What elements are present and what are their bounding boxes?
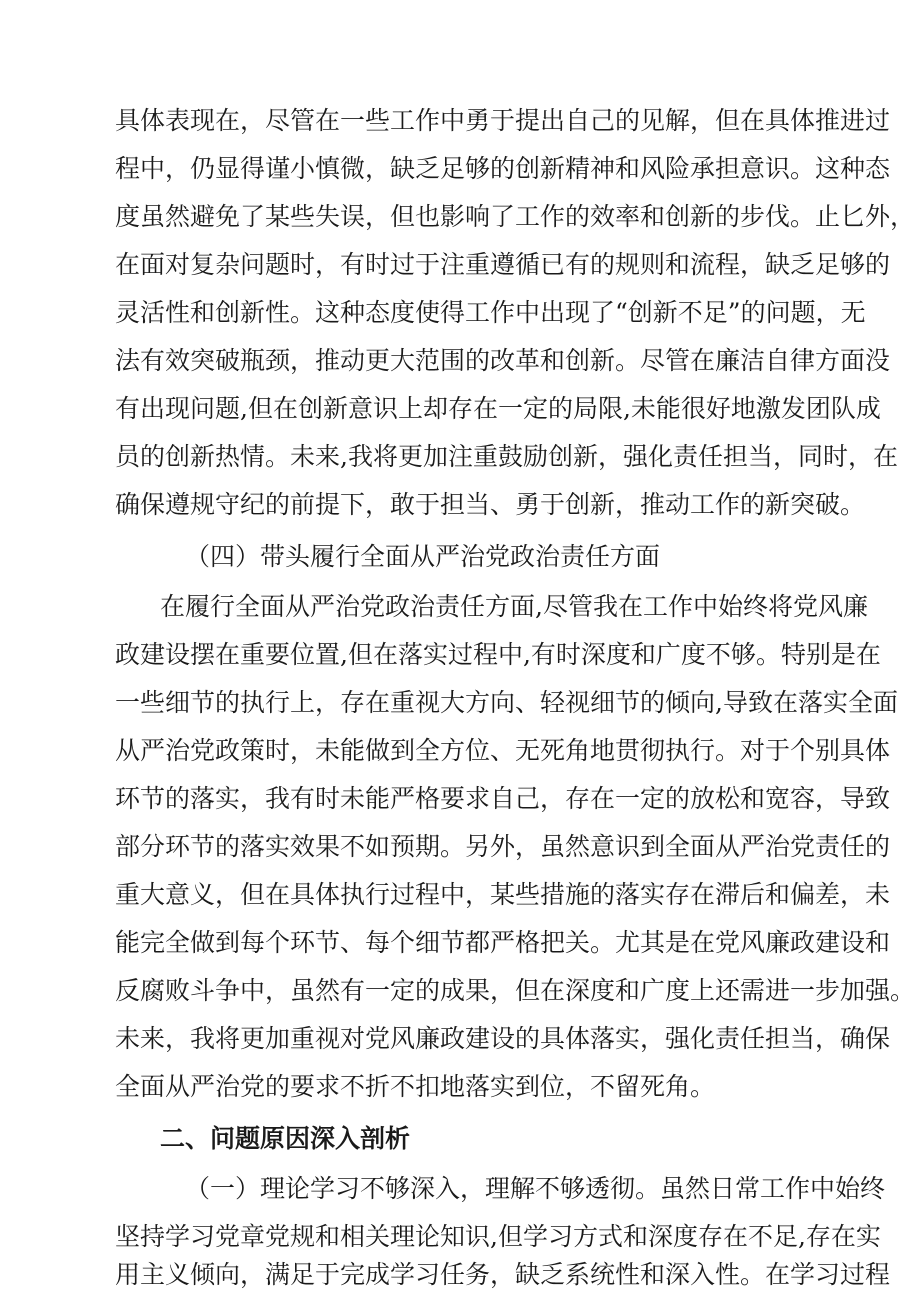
chapter-heading: 二、问题原因深入剖析 (160, 1124, 411, 1153)
paragraph-line: 全面从严治党的要求不折不扣地落实到位，不留死角。 (115, 1072, 716, 1101)
paragraph-line: 从严治党政策时，未能做到全方位、无死角地贯彻执行。对于个别具体 (115, 736, 891, 765)
paragraph-line: 政建设摆在重要位置,但在落实过程中,有时深度和广度不够。特别是在 (115, 640, 881, 669)
paragraph-line: 未来，我将更加重视对党风廉政建设的具体落实，强化责任担当，确保 (115, 1024, 891, 1053)
paragraph-line: 在面对复杂问题时，有时过于注重遵循已有的规则和流程，缺乏足够的 (115, 250, 891, 279)
paragraph-line: （一）理论学习不够深入，理解不够透彻。虽然日常工作中始终 (185, 1174, 886, 1203)
paragraph-line: 有出现问题,但在创新意识上却存在一定的局限,未能很好地激发团队成 (115, 394, 881, 423)
paragraph-line: 反腐败斗争中，虽然有一定的成果，但在深度和广度上还需进一步加强。 (115, 976, 916, 1005)
paragraph-line: 法有效突破瓶颈，推动更大范围的改革和创新。尽管在廉洁自律方面没 (115, 346, 891, 375)
paragraph-line: 能完全做到每个环节、每个细节都严格把关。尤其是在党风廉政建设和 (115, 928, 891, 957)
paragraph-line: 环节的落实，我有时未能严格要求自己，存在一定的放松和宽容，导致 (115, 784, 891, 813)
section-heading: （四）带头履行全面从严治党政治责任方面 (185, 542, 661, 571)
paragraph-line: 确保遵规守纪的前提下，敢于担当、勇于创新，推动工作的新突破。 (115, 490, 866, 519)
paragraph-line: 灵活性和创新性。这种态度使得工作中出现了“创新不足”的问题，无 (115, 298, 866, 327)
paragraph-line: 用主义倾向，满足于完成学习任务，缺乏系统性和深入性。在学习过程 (115, 1260, 891, 1289)
paragraph-line: 程中，仍显得谨小慎微，缺乏足够的创新精神和风险承担意识。这种态 (115, 154, 891, 183)
paragraph-line: 一些细节的执行上，存在重视大方向、轻视细节的倾向,导致在落实全面 (115, 688, 898, 717)
paragraph-line: 员的创新热情。未来,我将更加注重鼓励创新，强化责任担当，同时，在 (115, 442, 898, 471)
paragraph-line: 在履行全面从严治党政治责任方面,尽管我在工作中始终将党风廉 (160, 592, 868, 621)
paragraph-line: 具体表现在，尽管在一些工作中勇于提出自己的见解，但在具体推进过 (115, 106, 891, 135)
paragraph-line: 重大意义，但在具体执行过程中，某些措施的落实存在滞后和偏差，未 (115, 880, 891, 909)
paragraph-line: 部分环节的落实效果不如预期。另外，虽然意识到全面从严治党责任的 (115, 832, 891, 861)
paragraph-line: 坚持学习党章党规和相关理论知识,但学习方式和深度存在不足,存在实 (115, 1222, 881, 1251)
paragraph-line: 度虽然避免了某些失误，但也影响了工作的效率和创新的步伐。止匕外， (115, 202, 916, 231)
